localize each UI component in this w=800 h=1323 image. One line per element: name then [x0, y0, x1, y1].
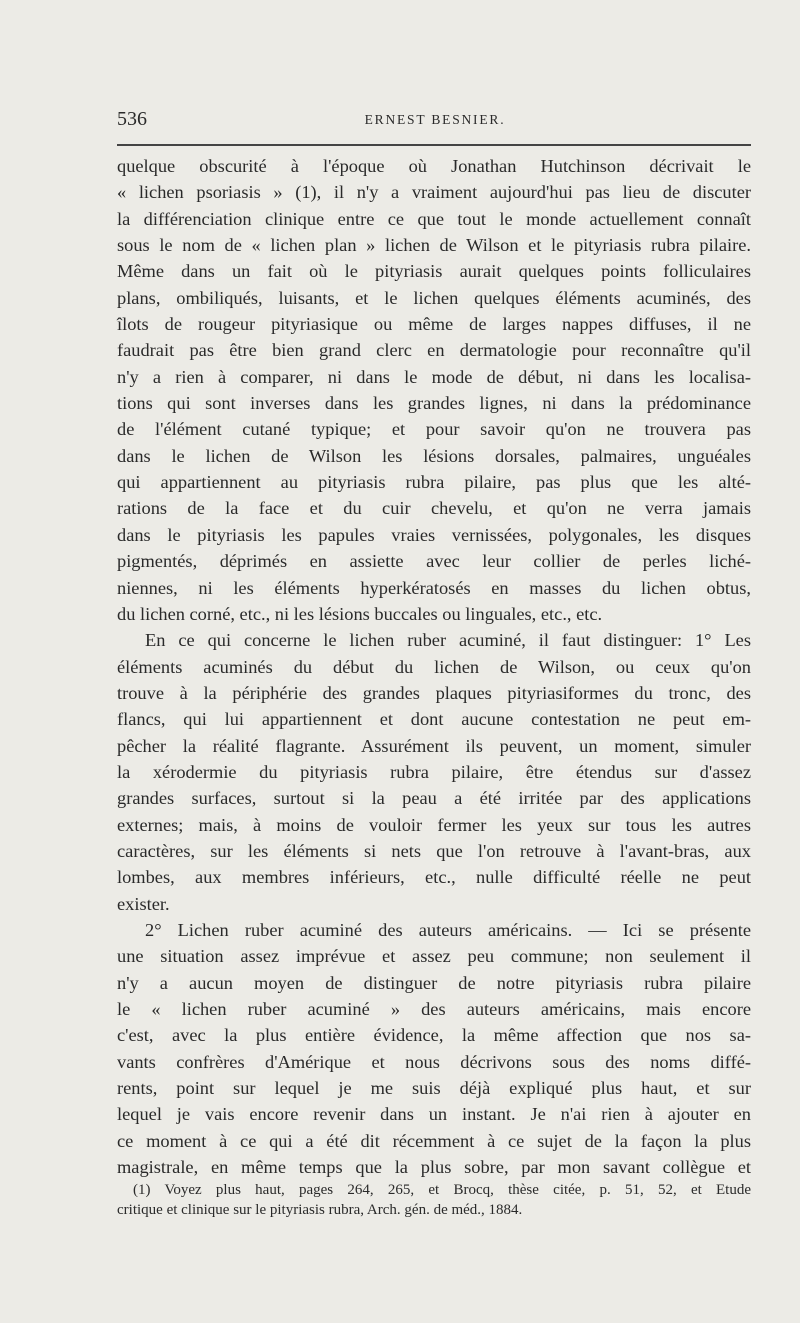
text-line: vants confrères d'Amérique et nous décrivons sous des noms diffé-	[117, 1051, 751, 1072]
text-line: dans le lichen de Wilson les lésions dorsales, palmaires, unguéales	[117, 445, 751, 466]
text-line: 2° Lichen ruber acuminé des auteurs américains. — Ici se présente	[145, 919, 751, 940]
running-title: ERNEST BESNIER.	[364, 112, 506, 127]
text-line: la xérodermie du pityriasis rubra pilaire, être étendus sur d'assez	[117, 761, 751, 782]
text-line: qui appartiennent au pityriasis rubra pilaire, pas plus que les alté-	[117, 472, 751, 493]
text-line: ce moment à ce qui a été dit récemment à ce sujet de la façon la plus	[117, 1130, 751, 1151]
text-line: quelque obscurité à l'époque où Jonathan Hutchinson décrivait le	[117, 156, 751, 176]
footnote-line: critique et clinique sur le pityriasis rubra, Arch. gén. de méd., 1884.	[117, 1202, 523, 1218]
text-line: pigmentés, déprimés en assiette avec leur collier de perles liché-	[117, 551, 751, 572]
text-line: sous le nom de « lichen plan » lichen de Wilson et le pityriasis rubra pilaire.	[117, 235, 751, 256]
text-line: grandes surfaces, surtout si la peau a été irritée par des applications	[117, 788, 751, 809]
text-line: tions qui sont inverses dans les grandes lignes, ni dans la prédominance	[117, 393, 751, 414]
text-line: du lichen corné, etc., ni les lésions buccales ou linguales, etc., etc.	[117, 603, 603, 624]
text-line: éléments acuminés du début du lichen de Wilson, ou ceux qu'on	[117, 656, 751, 677]
text-line: caractères, sur les éléments si nets que l'on retrouve à l'avant-bras, aux	[117, 840, 751, 861]
text-line: trouve à la périphérie des grandes plaques pityriasiformes du tronc, des	[117, 682, 751, 703]
text-line: lombes, aux membres inférieurs, etc., nulle difficulté réelle ne peut	[117, 867, 751, 888]
footnote-line: (1) Voyez plus haut, pages 264, 265, et Brocq, thèse citée, p. 51, 52, et Etude	[133, 1182, 751, 1198]
page-header	[117, 108, 753, 136]
text-line: rations de la face et du cuir chevelu, et qu'on ne verra jamais	[117, 498, 751, 519]
text-line: niennes, ni les éléments hyperkératosés en masses du lichen obtus,	[117, 577, 751, 598]
page-number: 536	[117, 108, 147, 130]
text-line: îlots de rougeur pityriasique ou même de larges nappes diffuses, il ne	[117, 314, 751, 335]
text-line: magistrale, en même temps que la plus sobre, par mon savant collègue et	[117, 1157, 751, 1178]
text-line: exister.	[117, 893, 170, 914]
body-text	[117, 153, 751, 1180]
text-line: n'y a rien à comparer, ni dans le mode de début, ni dans les localisa-	[117, 366, 751, 387]
text-line: n'y a aucun moyen de distinguer de notre pityriasis rubra pilaire	[117, 972, 751, 993]
text-line: Même dans un fait où le pityriasis aurait quelques points folliculaires	[117, 261, 751, 282]
text-line: la différenciation clinique entre ce que tout le monde actuellement connaît	[117, 208, 751, 229]
text-line: En ce qui concerne le lichen ruber acuminé, il faut distinguer: 1° Les	[145, 630, 751, 651]
text-line: une situation assez imprévue et assez peu commune; non seulement il	[117, 946, 751, 967]
text-line: rents, point sur lequel je me suis déjà expliqué plus haut, et sur	[117, 1078, 751, 1099]
text-line: externes; mais, à moins de vouloir fermer les yeux sur tous les autres	[117, 814, 751, 835]
text-line: « lichen psoriasis » (1), il n'y a vraiment aujourd'hui pas lieu de discuter	[117, 182, 751, 203]
text-line: faudrait pas être bien grand clerc en dermatologie pour reconnaître qu'il	[117, 340, 751, 361]
text-line: le « lichen ruber acuminé » des auteurs américains, mais encore	[117, 999, 751, 1019]
text-line: plans, ombiliqués, luisants, et le lichen quelques éléments acuminés, des	[117, 287, 751, 308]
header-rule	[117, 144, 751, 146]
text-line: flancs, qui lui appartiennent et dont aucune contestation ne peut em-	[117, 709, 751, 730]
text-line: c'est, avec la plus entière évidence, la même affection que nos sa-	[117, 1025, 751, 1046]
text-line: lequel je vais encore revenir dans un instant. Je n'ai rien à ajouter en	[117, 1104, 751, 1125]
text-line: dans le pityriasis les papules vraies vernissées, polygonales, les disques	[117, 524, 751, 545]
footnote	[117, 1180, 751, 1220]
text-line: de l'élément cutané typique; et pour savoir qu'on ne trouvera pas	[117, 419, 751, 440]
text-line: pêcher la réalité flagrante. Assurément ils peuvent, un moment, simuler	[117, 735, 751, 756]
